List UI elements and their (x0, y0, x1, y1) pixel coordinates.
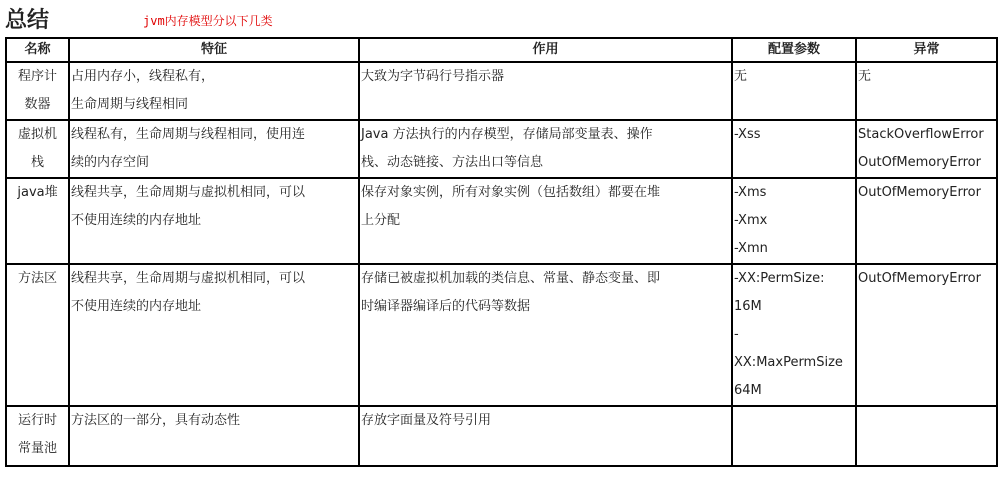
cell-purpose-line: 时编译器编译后的代码等数据 (361, 299, 531, 314)
cell-exceptions (856, 178, 997, 264)
cell-purpose (359, 178, 732, 264)
cell-name (6, 120, 69, 178)
cell-features (69, 62, 359, 120)
cell-purpose-line: 栈、动态链接、方法出口等信息 (361, 155, 544, 170)
cell-purpose-line: 大致为字节码行号指示器 (361, 69, 505, 84)
cell-purpose (359, 406, 732, 466)
cell-exceptions (856, 120, 997, 178)
cell-name (6, 178, 69, 264)
cell-features-line: 续的内存空间 (71, 155, 150, 170)
cell-exceptions-line: 无 (858, 69, 872, 84)
cell-params (732, 120, 856, 178)
cell-features-line: 不使用连续的内存地址 (71, 299, 202, 314)
cell-name (6, 406, 69, 466)
cell-name-line: 数器 (24, 97, 51, 112)
column-header-params: 配置参数 (732, 38, 856, 62)
cell-name-line: 常量池 (17, 441, 57, 456)
cell-exceptions (856, 264, 997, 406)
cell-name-line: 运行时 (17, 413, 57, 428)
cell-purpose-line: 保存对象实例，所有对象实例（包括数组）都要在堆 (361, 185, 661, 200)
cell-purpose (359, 264, 732, 406)
cell-features-line: 占用内存小，线程私有， (71, 69, 215, 84)
cell-exceptions (856, 406, 997, 466)
cell-params-line: 无 (734, 69, 748, 84)
cell-features (69, 264, 359, 406)
cell-features (69, 406, 359, 466)
cell-params-line: -Xmx (734, 213, 768, 228)
cell-exceptions-line: OutOfMemoryError (858, 271, 981, 286)
table-row (6, 264, 997, 406)
cell-exceptions (856, 62, 997, 120)
cell-params-line: -Xmn (734, 241, 768, 256)
cell-exceptions-line: OutOfMemoryError (858, 185, 981, 200)
annotation-note: jvm内存模型分以下几类 (143, 14, 273, 28)
cell-features (69, 178, 359, 264)
column-header-exceptions: 异常 (856, 38, 997, 62)
cell-params-line: - (734, 327, 739, 342)
cell-params (732, 178, 856, 264)
cell-purpose (359, 120, 732, 178)
cell-name (6, 264, 69, 406)
column-header-purpose: 作用 (359, 38, 732, 62)
page-title: 总结 (5, 8, 50, 33)
cell-name-line: 虚拟机 (17, 127, 57, 142)
cell-name-line: 栈 (30, 155, 44, 170)
cell-exceptions-line: StackOverflowError (858, 127, 984, 142)
cell-features-line: 生命周期与线程相同 (71, 97, 189, 112)
cell-params (732, 62, 856, 120)
cell-name-line: 方法区 (17, 271, 57, 286)
cell-params-line: 16M (734, 299, 762, 314)
cell-params (732, 406, 856, 466)
table-row (6, 62, 997, 120)
cell-params-line: -Xms (734, 185, 767, 200)
cell-exceptions-line: OutOfMemoryError (858, 155, 981, 170)
cell-name-line: 程序计 (17, 69, 57, 84)
table-row (6, 120, 997, 178)
memory-model-table (5, 37, 998, 467)
cell-purpose-line: 存储已被虚拟机加载的类信息、常量、静态变量、即 (361, 271, 661, 286)
column-header-features: 特征 (69, 38, 359, 62)
cell-features-line: 不使用连续的内存地址 (71, 213, 202, 228)
cell-params-line: XX:MaxPermSize (734, 355, 843, 370)
table-header-row (6, 38, 997, 62)
cell-features-line: 线程共享，生命周期与虚拟机相同，可以 (71, 185, 306, 200)
column-header-name: 名称 (6, 38, 69, 62)
cell-purpose-line: 上分配 (361, 213, 401, 228)
cell-name (6, 62, 69, 120)
cell-features (69, 120, 359, 178)
cell-purpose-line: 存放字面量及符号引用 (361, 413, 492, 428)
cell-params-line: 64M (734, 383, 762, 398)
cell-features-line: 方法区的一部分，具有动态性 (71, 413, 241, 428)
table-row (6, 406, 997, 466)
cell-features-line: 线程私有，生命周期与线程相同，使用连 (71, 127, 306, 142)
cell-name-line: java堆 (17, 185, 58, 200)
page-header (5, 6, 995, 36)
cell-purpose-line: Java 方法执行的内存模型，存储局部变量表、操作 (361, 127, 653, 142)
cell-params-line: -XX:PermSize: (734, 271, 825, 286)
cell-purpose (359, 62, 732, 120)
cell-features-line: 线程共享，生命周期与虚拟机相同，可以 (71, 271, 306, 286)
table-row (6, 178, 997, 264)
cell-params-line: -Xss (734, 127, 761, 142)
cell-params (732, 264, 856, 406)
